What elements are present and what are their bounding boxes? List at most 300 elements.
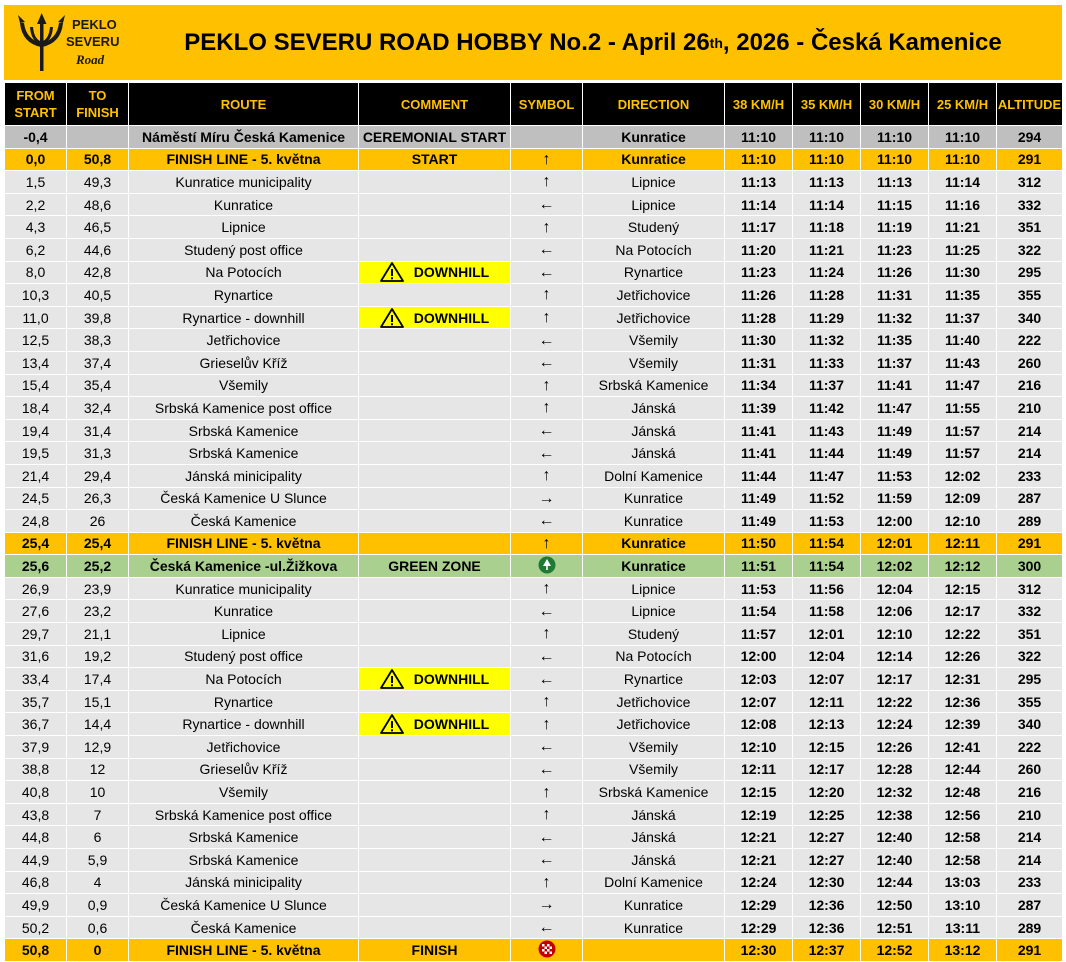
route-cell: Grieselův Kříž [129,351,359,374]
route-cell: Kunratice municipality [129,577,359,600]
left-arrow-icon: ← [538,919,555,937]
direction-cell: Kunratice [583,916,725,939]
time-30-cell: 11:31 [861,284,929,307]
altitude-cell: 233 [997,871,1063,894]
time-25-cell: 12:17 [929,600,997,623]
up-arrow-icon: ↑ [542,580,551,598]
direction-cell: Všemily [583,736,725,759]
right-arrow-icon: → [538,489,555,507]
route-table [4,82,1063,962]
comment-cell: START [359,148,511,171]
time-35-cell: 11:44 [793,442,861,465]
from-start-cell: 25,4 [5,532,67,555]
table-row [5,577,1063,600]
comment-cell [359,397,511,420]
time-25-cell: 11:57 [929,442,997,465]
to-finish-cell: 25,2 [67,555,129,578]
comment-cell [359,510,511,533]
from-start-cell: 44,8 [5,826,67,849]
route-cell: FINISH LINE - 5. května [129,532,359,555]
to-finish-cell: 50,8 [67,148,129,171]
direction-cell: Na Potocích [583,645,725,668]
up-arrow-icon: ↑ [542,309,551,327]
up-arrow-icon: ↑ [542,286,551,304]
time-35-cell: 11:42 [793,397,861,420]
time-30-cell: 11:41 [861,374,929,397]
table-row [5,916,1063,939]
table-header-row [5,83,1063,126]
symbol-cell [511,668,583,691]
time-38-cell: 11:41 [725,442,793,465]
time-35-cell: 11:21 [793,238,861,261]
time-30-cell: 11:23 [861,238,929,261]
time-38-cell: 12:21 [725,826,793,849]
time-35-cell: 12:04 [793,645,861,668]
table-row [5,555,1063,578]
symbol-cell [511,464,583,487]
table-row [5,645,1063,668]
time-35-cell: 11:10 [793,148,861,171]
time-35-cell: 12:01 [793,623,861,646]
time-38-cell: 11:14 [725,193,793,216]
route-cell: Rynartice [129,690,359,713]
from-start-cell: 26,9 [5,577,67,600]
time-35-cell: 11:14 [793,193,861,216]
up-arrow-icon: ↑ [542,218,551,236]
route-cell: Studený post office [129,238,359,261]
logo-line2: SEVERU [66,34,120,49]
time-38-cell: 11:39 [725,397,793,420]
time-35-cell: 11:18 [793,216,861,239]
time-30-cell: 12:17 [861,668,929,691]
symbol-cell [511,555,583,578]
from-start-cell: 37,9 [5,736,67,759]
to-finish-cell: 42,8 [67,261,129,284]
comment-cell [359,894,511,917]
page-title [124,5,1062,80]
from-start-cell: 35,7 [5,690,67,713]
comment-cell [359,871,511,894]
altitude-cell: 233 [997,464,1063,487]
table-row [5,894,1063,917]
table-row [5,216,1063,239]
comment-cell [359,826,511,849]
direction-cell: Kunratice [583,510,725,533]
time-38-cell: 11:10 [725,126,793,149]
direction-cell: Studený [583,216,725,239]
time-38-cell: 11:26 [725,284,793,307]
altitude-cell: 322 [997,238,1063,261]
table-row [5,171,1063,194]
from-start-cell: 25,6 [5,555,67,578]
to-finish-cell: 5,9 [67,849,129,872]
direction-cell: Jetřichovice [583,284,725,307]
direction-cell: Kunratice [583,532,725,555]
comment-text: DOWNHILL [413,264,490,281]
table-row [5,690,1063,713]
time-38-cell: 11:23 [725,261,793,284]
time-38-cell: 11:30 [725,329,793,352]
symbol-cell [511,577,583,600]
title-tail: , 2026 - Česká Kamenice [722,28,1002,56]
comment-cell [359,758,511,781]
table-row [5,148,1063,171]
altitude-cell: 216 [997,374,1063,397]
direction-cell: Rynartice [583,668,725,691]
symbol-cell [511,216,583,239]
time-30-cell: 12:38 [861,803,929,826]
time-25-cell: 12:11 [929,532,997,555]
time-35-cell: 11:32 [793,329,861,352]
time-38-cell: 11:28 [725,306,793,329]
altitude-cell: 214 [997,442,1063,465]
altitude-cell: 291 [997,939,1063,962]
time-25-cell: 12:26 [929,645,997,668]
symbol-cell [511,871,583,894]
time-38-cell: 11:34 [725,374,793,397]
symbol-cell [511,623,583,646]
time-25-cell: 11:55 [929,397,997,420]
time-38-cell: 11:13 [725,171,793,194]
time-25-cell: 13:11 [929,916,997,939]
route-cell: Srbská Kamenice [129,826,359,849]
time-35-cell: 12:07 [793,668,861,691]
direction-cell: Jetřichovice [583,690,725,713]
comment-cell [359,781,511,804]
to-finish-cell: 4 [67,871,129,894]
table-row [5,803,1063,826]
time-25-cell: 11:25 [929,238,997,261]
table-row [5,849,1063,872]
route-cell: Srbská Kamenice [129,419,359,442]
left-arrow-icon: ← [538,241,555,259]
direction-cell: Na Potocích [583,238,725,261]
altitude-cell: 332 [997,193,1063,216]
symbol-cell [511,939,583,962]
symbol-cell [511,803,583,826]
comment-text: DOWNHILL [413,309,490,326]
time-38-cell: 12:08 [725,713,793,736]
time-38-cell: 12:00 [725,645,793,668]
time-25-cell: 12:44 [929,758,997,781]
time-30-cell: 12:40 [861,826,929,849]
title-sup: th [709,34,723,51]
route-cell: Lipnice [129,623,359,646]
to-finish-cell: 14,4 [67,713,129,736]
from-start-cell: 6,2 [5,238,67,261]
altitude-cell: 355 [997,284,1063,307]
altitude-cell: 222 [997,329,1063,352]
altitude-cell: 214 [997,419,1063,442]
route-cell: Rynartice - downhill [129,306,359,329]
symbol-cell [511,419,583,442]
to-finish-cell: 0 [67,939,129,962]
time-25-cell: 11:16 [929,193,997,216]
route-cell: Jánská minicipality [129,871,359,894]
altitude-cell: 214 [997,849,1063,872]
direction-cell: Kunratice [583,894,725,917]
time-38-cell: 11:41 [725,419,793,442]
table-row [5,261,1063,284]
symbol-cell [511,826,583,849]
to-finish-cell: 6 [67,826,129,849]
direction-cell: Lipnice [583,193,725,216]
table-row [5,284,1063,307]
from-start-cell: 15,4 [5,374,67,397]
col-35kmh: 35 KM/H [793,83,861,126]
left-arrow-icon: ← [538,602,555,620]
symbol-cell [511,849,583,872]
time-30-cell: 12:14 [861,645,929,668]
time-30-cell: 11:59 [861,487,929,510]
time-30-cell: 11:10 [861,148,929,171]
to-finish-cell: 21,1 [67,623,129,646]
direction-cell: Dolní Kamenice [583,871,725,894]
symbol-cell [511,736,583,759]
time-30-cell: 12:01 [861,532,929,555]
altitude-cell: 351 [997,623,1063,646]
left-arrow-icon: ← [538,828,555,846]
symbol-cell [511,645,583,668]
to-finish-cell: 19,2 [67,645,129,668]
time-35-cell: 12:15 [793,736,861,759]
right-arrow-icon: → [538,896,555,914]
col-from-start: FROM START [5,83,67,126]
altitude-cell: 291 [997,148,1063,171]
direction-cell: Rynartice [583,261,725,284]
from-start-cell: 50,2 [5,916,67,939]
time-25-cell: 11:40 [929,329,997,352]
comment-cell [359,668,511,691]
symbol-cell [511,193,583,216]
time-30-cell: 11:26 [861,261,929,284]
symbol-cell [511,781,583,804]
route-cell: Jetřichovice [129,736,359,759]
route-cell: Rynartice - downhill [129,713,359,736]
comment-cell [359,645,511,668]
to-finish-cell: 0,9 [67,894,129,917]
symbol-cell [511,148,583,171]
from-start-cell: 4,3 [5,216,67,239]
table-row [5,397,1063,420]
to-finish-cell: 7 [67,803,129,826]
route-cell: Všemily [129,781,359,804]
col-30kmh: 30 KM/H [861,83,929,126]
from-start-cell: 10,3 [5,284,67,307]
route-cell: Srbská Kamenice post office [129,397,359,420]
time-30-cell: 11:13 [861,171,929,194]
up-arrow-icon: ↑ [542,783,551,801]
time-30-cell: 12:10 [861,623,929,646]
from-start-cell: 38,8 [5,758,67,781]
from-start-cell: 24,5 [5,487,67,510]
time-25-cell: 12:15 [929,577,997,600]
table-row [5,487,1063,510]
altitude-cell: 287 [997,487,1063,510]
time-38-cell: 11:54 [725,600,793,623]
time-35-cell: 11:43 [793,419,861,442]
direction-cell: Jetřichovice [583,306,725,329]
to-finish-cell: 37,4 [67,351,129,374]
left-arrow-icon: ← [538,738,555,756]
to-finish-cell: 23,9 [67,577,129,600]
symbol-cell [511,238,583,261]
time-30-cell: 12:24 [861,713,929,736]
time-25-cell: 12:02 [929,464,997,487]
symbol-cell [511,758,583,781]
time-30-cell: 12:40 [861,849,929,872]
col-comment: COMMENT [359,83,511,126]
to-finish-cell: 48,6 [67,193,129,216]
time-25-cell: 13:03 [929,871,997,894]
col-symbol: SYMBOL [511,83,583,126]
comment-cell: CEREMONIAL START [359,126,511,149]
from-start-cell: 46,8 [5,871,67,894]
comment-cell [359,419,511,442]
comment-cell [359,284,511,307]
left-arrow-icon: ← [538,422,555,440]
altitude-cell: 351 [997,216,1063,239]
time-38-cell: 11:20 [725,238,793,261]
col-38kmh: 38 KM/H [725,83,793,126]
altitude-cell: 332 [997,600,1063,623]
logo [14,11,124,75]
time-25-cell: 12:58 [929,849,997,872]
altitude-cell: 260 [997,351,1063,374]
symbol-cell [511,600,583,623]
route-cell: Grieselův Kříž [129,758,359,781]
to-finish-cell: 23,2 [67,600,129,623]
page [4,5,1062,959]
col-to-finish: TO FINISH [67,83,129,126]
route-cell: Srbská Kamenice [129,442,359,465]
time-35-cell: 11:47 [793,464,861,487]
direction-cell: Jánská [583,419,725,442]
time-38-cell: 11:31 [725,351,793,374]
time-38-cell: 12:24 [725,871,793,894]
symbol-cell [511,374,583,397]
direction-cell [583,939,725,962]
time-35-cell: 12:25 [793,803,861,826]
symbol-cell [511,261,583,284]
time-25-cell: 11:47 [929,374,997,397]
time-35-cell: 12:30 [793,871,861,894]
from-start-cell: 27,6 [5,600,67,623]
time-30-cell: 12:26 [861,736,929,759]
time-35-cell: 12:37 [793,939,861,962]
time-35-cell: 11:56 [793,577,861,600]
time-25-cell: 12:12 [929,555,997,578]
time-30-cell: 12:00 [861,510,929,533]
comment-cell [359,216,511,239]
time-35-cell: 12:27 [793,849,861,872]
altitude-cell: 291 [997,532,1063,555]
time-38-cell: 12:19 [725,803,793,826]
time-30-cell: 11:37 [861,351,929,374]
table-row [5,510,1063,533]
table-row [5,442,1063,465]
direction-cell: Kunratice [583,487,725,510]
time-35-cell: 11:54 [793,532,861,555]
symbol-cell [511,532,583,555]
time-35-cell: 12:11 [793,690,861,713]
left-arrow-icon: ← [538,647,555,665]
comment-cell [359,736,511,759]
time-25-cell: 11:10 [929,126,997,149]
time-35-cell: 12:13 [793,713,861,736]
to-finish-cell: 39,8 [67,306,129,329]
time-38-cell: 11:17 [725,216,793,239]
time-38-cell: 11:53 [725,577,793,600]
time-38-cell: 11:57 [725,623,793,646]
time-25-cell: 11:57 [929,419,997,442]
comment-cell [359,487,511,510]
symbol-cell [511,397,583,420]
to-finish-cell: 29,4 [67,464,129,487]
comment-cell [359,171,511,194]
altitude-cell: 340 [997,306,1063,329]
direction-cell: Jánská [583,849,725,872]
to-finish-cell: 10 [67,781,129,804]
symbol-cell [511,442,583,465]
direction-cell: Všemily [583,758,725,781]
col-altitude: ALTITUDE [997,83,1063,126]
route-cell: Na Potocích [129,668,359,691]
direction-cell: Lipnice [583,171,725,194]
table-row [5,329,1063,352]
comment-cell [359,351,511,374]
to-finish-cell: 31,3 [67,442,129,465]
altitude-cell: 287 [997,894,1063,917]
left-arrow-icon: ← [538,670,555,688]
from-start-cell: 0,0 [5,148,67,171]
time-25-cell: 12:31 [929,668,997,691]
logo-line1: PEKLO [72,17,117,32]
from-start-cell: 49,9 [5,894,67,917]
time-25-cell: 12:10 [929,510,997,533]
time-25-cell: 11:21 [929,216,997,239]
table-row [5,826,1063,849]
time-30-cell: 11:10 [861,126,929,149]
symbol-cell [511,690,583,713]
warning-icon [380,669,404,689]
direction-cell: Jánská [583,397,725,420]
altitude-cell: 340 [997,713,1063,736]
table-row [5,623,1063,646]
route-cell: Česká Kamenice U Slunce [129,487,359,510]
altitude-cell: 214 [997,826,1063,849]
symbol-cell [511,487,583,510]
symbol-cell [511,510,583,533]
altitude-cell: 289 [997,916,1063,939]
time-35-cell: 11:13 [793,171,861,194]
comment-cell [359,306,511,329]
table-row [5,532,1063,555]
comment-cell [359,713,511,736]
direction-cell: Kunratice [583,148,725,171]
comment-text: DOWNHILL [413,716,490,733]
table-row [5,419,1063,442]
to-finish-cell: 44,6 [67,238,129,261]
altitude-cell: 222 [997,736,1063,759]
altitude-cell: 355 [997,690,1063,713]
route-cell: Všemily [129,374,359,397]
from-start-cell: 19,5 [5,442,67,465]
time-30-cell: 11:47 [861,397,929,420]
to-finish-cell: 26 [67,510,129,533]
table-row [5,871,1063,894]
from-start-cell: 21,4 [5,464,67,487]
